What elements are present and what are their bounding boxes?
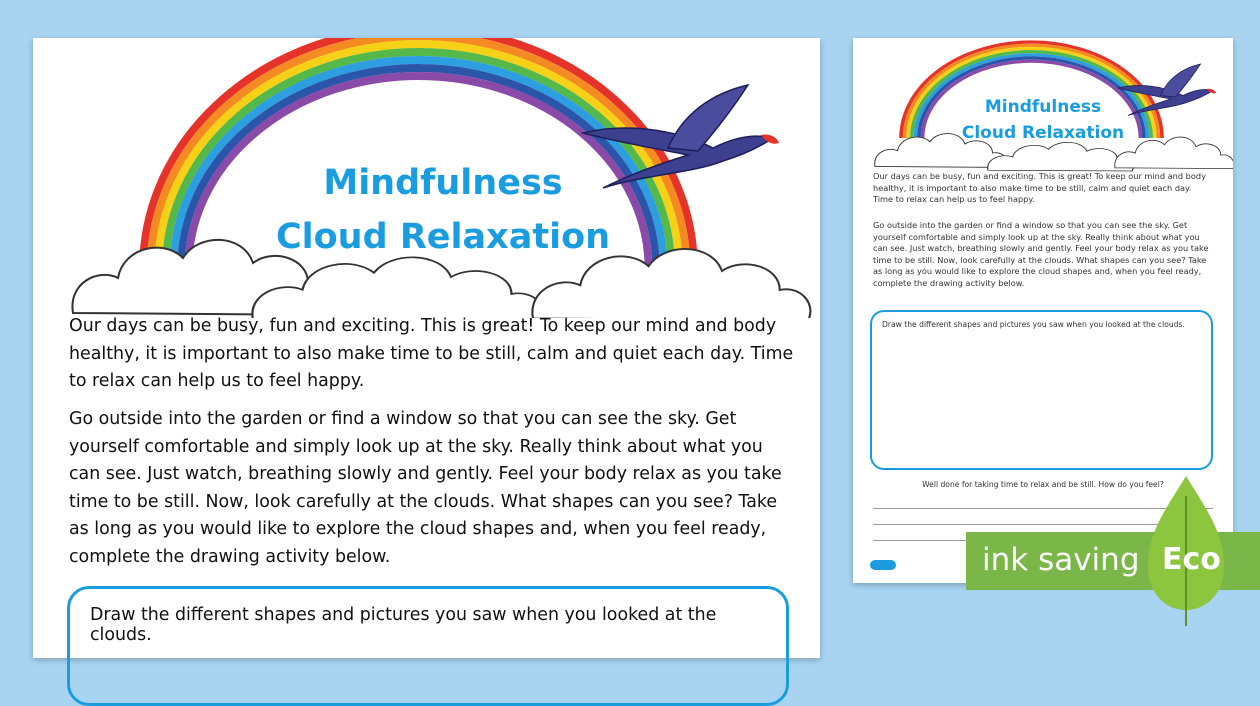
intro-paragraph-small: Our days can be busy, fun and exciting. This is great! To keep our mind and body healthy, it is important to also make time to be still, calm and quiet each day. Time to relax can help us to feel happy. <box>873 171 1206 204</box>
publisher-logo-icon <box>870 560 896 570</box>
worksheet-page-large <box>33 38 820 658</box>
well-done-text: Well done for taking time to relax and be still. How do you feel? <box>922 480 1164 489</box>
eco-ink-saving-badge <box>966 476 1260 630</box>
drawing-area-small[interactable] <box>870 310 1213 470</box>
drawing-area[interactable] <box>67 586 789 706</box>
instructions-paragraph-small: Go outside into the garden or find a window so that you can see the sky. Get yourself comfortable and simply look up at the sky. Really think about what you can see. Just watch, breathing slowly and gently. Feel your body relax as you take time to be still. Now, look carefully at the clouds. What shapes can you see? Take as long as you would like to explore the cloud shapes and, when you feel ready, complete the drawing activity below. <box>873 220 1209 288</box>
intro-paragraph: Our days can be busy, fun and exciting. This is great! To keep our mind and body healthy, it is important to also make time to be still, calm and quiet each day. Time to relax can help us to feel happy. <box>69 316 794 391</box>
drawing-prompt: Draw the different shapes and pictures you saw when you looked at the clouds. <box>90 605 717 645</box>
drawing-prompt-small: Draw the different shapes and pictures you saw when you looked at the clouds. <box>882 320 1185 329</box>
instructions-paragraph: Go outside into the garden or find a window so that you can see the sky. Get yourself comfortable and simply look up at the sky. Really think about what you can see. Just watch, breathing slowly and gently. Feel your body relax as you take time to be still. Now, look carefully at the clouds. What shapes can you see? Take as long as you would like to explore the cloud shapes and, when you feel ready, complete the drawing activity below. <box>69 409 782 567</box>
page-title-small: Mindfulness Cloud Relaxation <box>961 97 1125 143</box>
eco-label: Eco <box>1162 542 1221 577</box>
page-title: Mindfulness Cloud Relaxation <box>275 163 611 257</box>
ink-saving-label: ink saving <box>982 542 1140 578</box>
